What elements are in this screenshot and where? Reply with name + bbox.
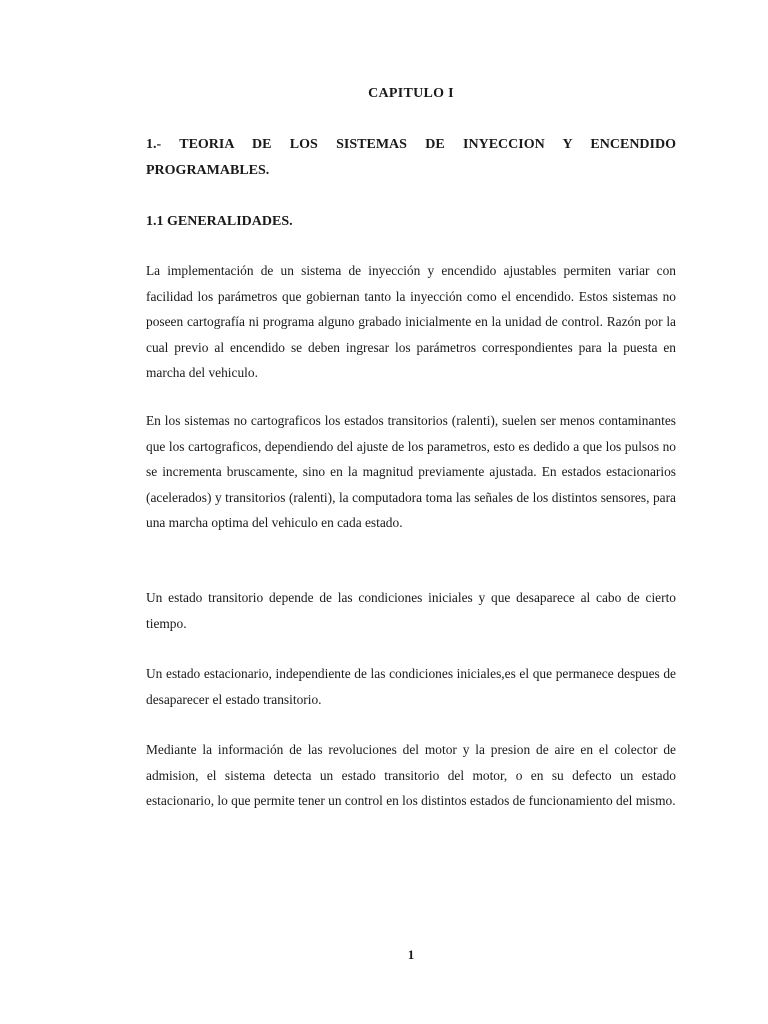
chapter-title: CAPITULO I	[368, 86, 454, 101]
paragraph-implementation: La implementación de un sistema de inyección y encendido ajustables permiten variar con facilidad los parámetros que gobiernan tanto la inyección como el encendido. Estos sistemas no poseen cartografía ni programa alguno grabado inicialmente en la unidad de control. Razón por la cual previo al encendido se deben ingresar los parámetros correspondientes para la puesta en marcha del vehiculo.	[146, 263, 676, 380]
paragraph-stationary-state: Un estado estacionario, independiente de las condiciones iniciales,es el que permanece despues de desaparecer el estado transitorio.	[146, 666, 676, 707]
paragraph-non-cartographic-systems: En los sistemas no cartograficos los estados transitorios (ralenti), suelen ser menos contaminantes que los cartograficos, dependiendo del ajuste de los parametros, esto es dedido a que los pulsos no se incrementa bruscamente, sino en la magnitud previamente ajustada. En estados estacionarios (acelerados) y transitorios (ralenti), la computadora toma las señales de los distintos sensores, para una marcha optima del vehiculo en cada estado.	[146, 413, 676, 530]
section-heading: 1.- TEORIA DE LOS SISTEMAS DE INYECCION Y ENCENDIDO PROGRAMABLES.	[146, 137, 676, 178]
subsection-heading: 1.1 GENERALIDADES.	[146, 214, 293, 229]
paragraph-engine-control: Mediante la información de las revoluciones del motor y la presion de aire en el colector de admision, el sistema detecta un estado transitorio del motor, o en su defecto un estado estacionario, lo que permite tener un control en los distintos estados de funcionamiento del mismo.	[146, 742, 676, 808]
paragraph-transient-state: Un estado transitorio depende de las condiciones iniciales y que desaparece al cabo de cierto tiempo.	[146, 590, 676, 631]
page-number: 1	[407, 947, 415, 962]
